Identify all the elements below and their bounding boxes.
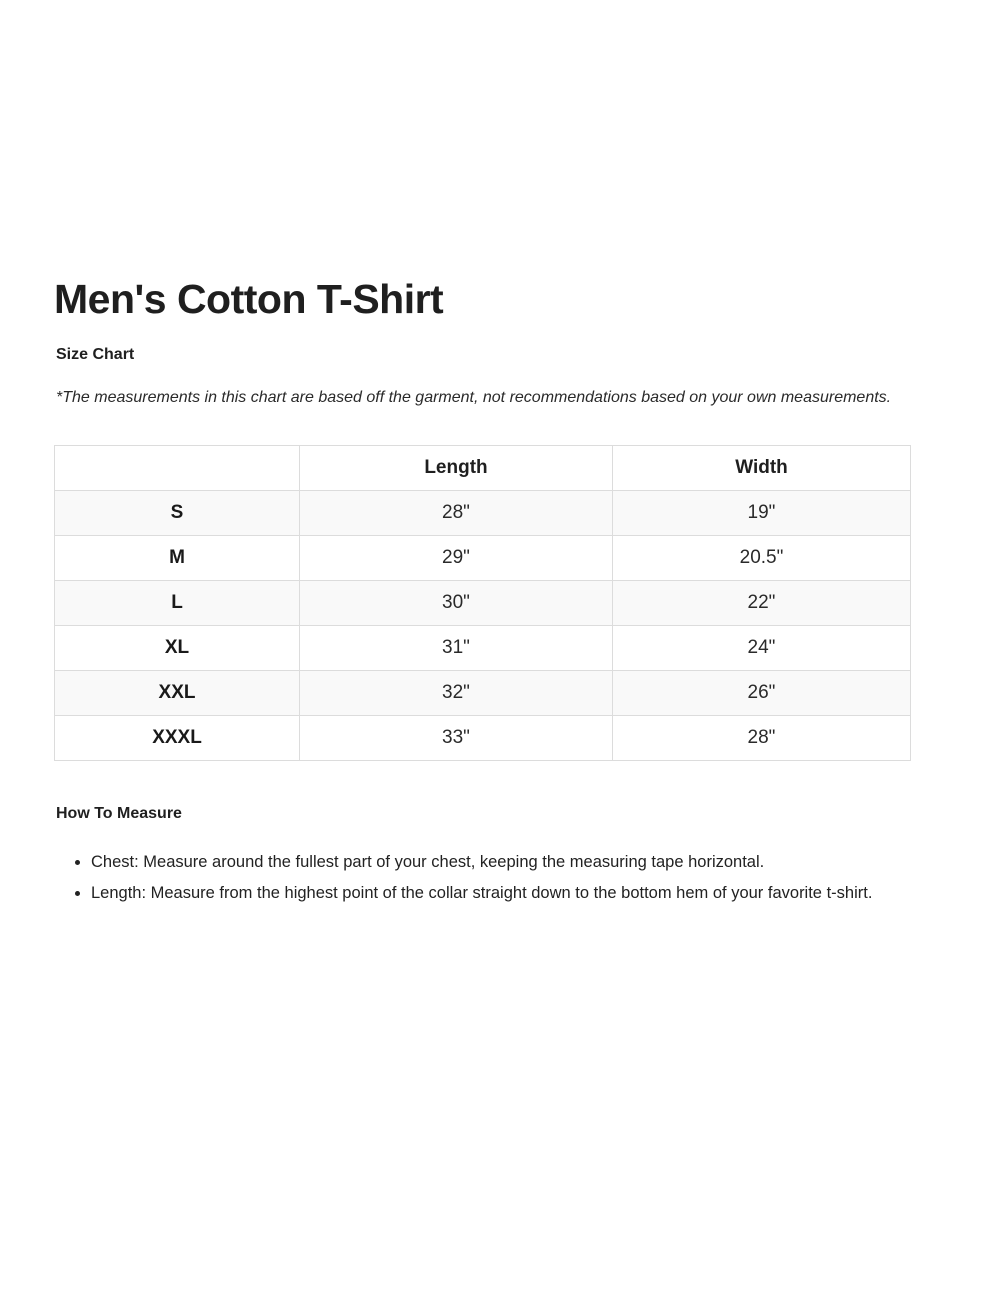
table-row [55,491,911,536]
width-cell: 20.5" [613,536,911,581]
table-header-row [55,446,911,491]
size-cell: XXXL [55,716,300,761]
size-cell: XL [55,626,300,671]
table-row [55,716,911,761]
size-cell: XXL [55,671,300,716]
size-chart-table [54,445,911,761]
page-title: Men's Cotton T-Shirt [54,276,444,322]
size-cell: L [55,581,300,626]
how-to-measure-list [56,847,872,909]
list-item: • Chest: Measure around the fullest part of your chest, keeping the measuring tape horizontal. [91,847,872,878]
length-cell: 29" [300,536,613,581]
table-row [55,536,911,581]
length-cell: 31" [300,626,613,671]
table-row [55,626,911,671]
width-cell: 22" [613,581,911,626]
size-cell: S [55,491,300,536]
header-length: Length [300,446,613,491]
table-row [55,671,911,716]
header-size [55,446,300,491]
width-cell: 24" [613,626,911,671]
size-chart-disclaimer: *The measurements in this chart are based off the garment, not recommendations based on your own measurements. [56,389,892,406]
length-cell: 33" [300,716,613,761]
length-cell: 30" [300,581,613,626]
length-cell: 32" [300,671,613,716]
list-item: • Length: Measure from the highest point of the collar straight down to the bottom hem of your favorite t-shirt. [91,878,872,909]
width-cell: 26" [613,671,911,716]
width-cell: 19" [613,491,911,536]
length-cell: 28" [300,491,613,536]
header-width: Width [613,446,911,491]
width-cell: 28" [613,716,911,761]
table-row [55,581,911,626]
size-cell: M [55,536,300,581]
how-to-measure-heading: How To Measure [56,805,182,822]
size-chart-heading: Size Chart [56,346,135,363]
